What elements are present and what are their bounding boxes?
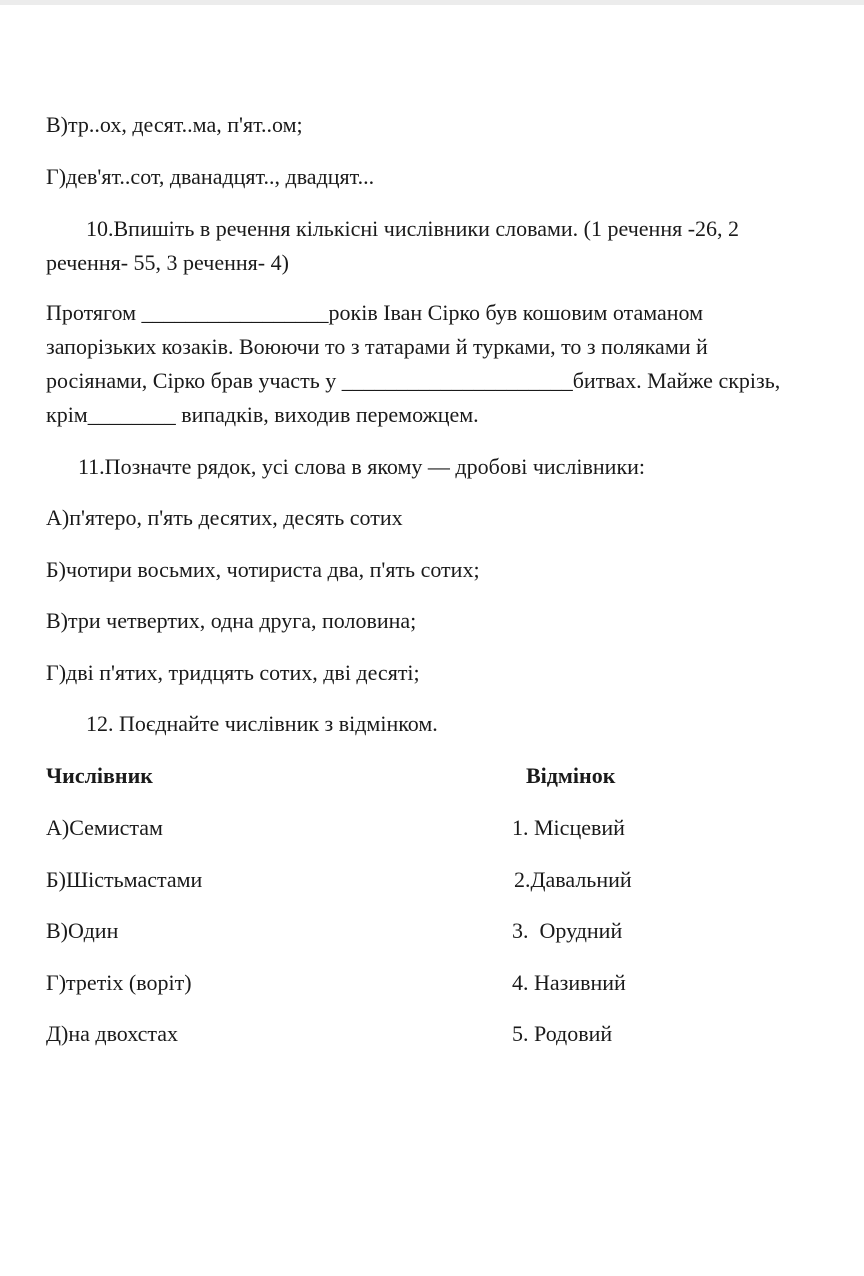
question-12: 12. Поєднайте числівник з відмінком. bbox=[86, 711, 438, 736]
case-item: 5. Родовий bbox=[512, 1021, 613, 1046]
case-item: 1. Місцевий bbox=[512, 815, 625, 840]
numeral-item: В)Один bbox=[46, 918, 119, 943]
case-item: 4. Називний bbox=[512, 970, 626, 995]
option-v-q9: В)тр..ох, десят..ма, п'ят..ом; bbox=[46, 112, 303, 137]
paragraph-line-2: запорізьких козаків. Воюючи то з татарами й турками, то з поляками й bbox=[46, 334, 708, 359]
option-g-q11: Г)дві п'ятих, тридцять сотих, дві десяті; bbox=[46, 660, 420, 685]
left-column-header: Числівник bbox=[46, 763, 153, 788]
question-11: 11.Позначте рядок, усі слова в якому — дробові числівники: bbox=[78, 454, 646, 479]
option-g-q9: Г)дев'ят..сот, дванадцят.., двадцят... bbox=[46, 164, 375, 189]
paragraph-line-4: крім________ випадків, виходив переможцем. bbox=[46, 402, 479, 427]
option-a-q11: А)п'ятеро, п'ять десятих, десять сотих bbox=[46, 505, 403, 530]
numeral-item: А)Семистам bbox=[46, 815, 163, 840]
paragraph-line-3: росіянами, Сірко брав участь у _____________________битвах. Майже скрізь, bbox=[46, 368, 781, 393]
question-10-line-1: 10.Впишіть в речення кількісні числівники словами. (1 речення -26, 2 bbox=[86, 216, 740, 241]
option-b-q11: Б)чотири восьмих, чотириста два, п'ять сотих; bbox=[46, 557, 480, 582]
right-column-header: Відмінок bbox=[526, 763, 616, 788]
case-item: 2.Давальний bbox=[514, 867, 632, 892]
numeral-item: Б)Шістьмастами bbox=[46, 867, 203, 892]
top-edge-bar bbox=[0, 0, 864, 5]
numeral-item: Д)на двохстах bbox=[46, 1021, 179, 1046]
paragraph-line-1: Протягом _________________років Іван Сірко був кошовим отаманом bbox=[46, 300, 704, 325]
option-v-q11: В)три четвертих, одна друга, половина; bbox=[46, 608, 417, 633]
numeral-item: Г)третіх (воріт) bbox=[46, 970, 192, 995]
case-item: 3. Орудний bbox=[512, 918, 623, 943]
question-10-line-2: речення- 55, 3 речення- 4) bbox=[46, 250, 289, 275]
